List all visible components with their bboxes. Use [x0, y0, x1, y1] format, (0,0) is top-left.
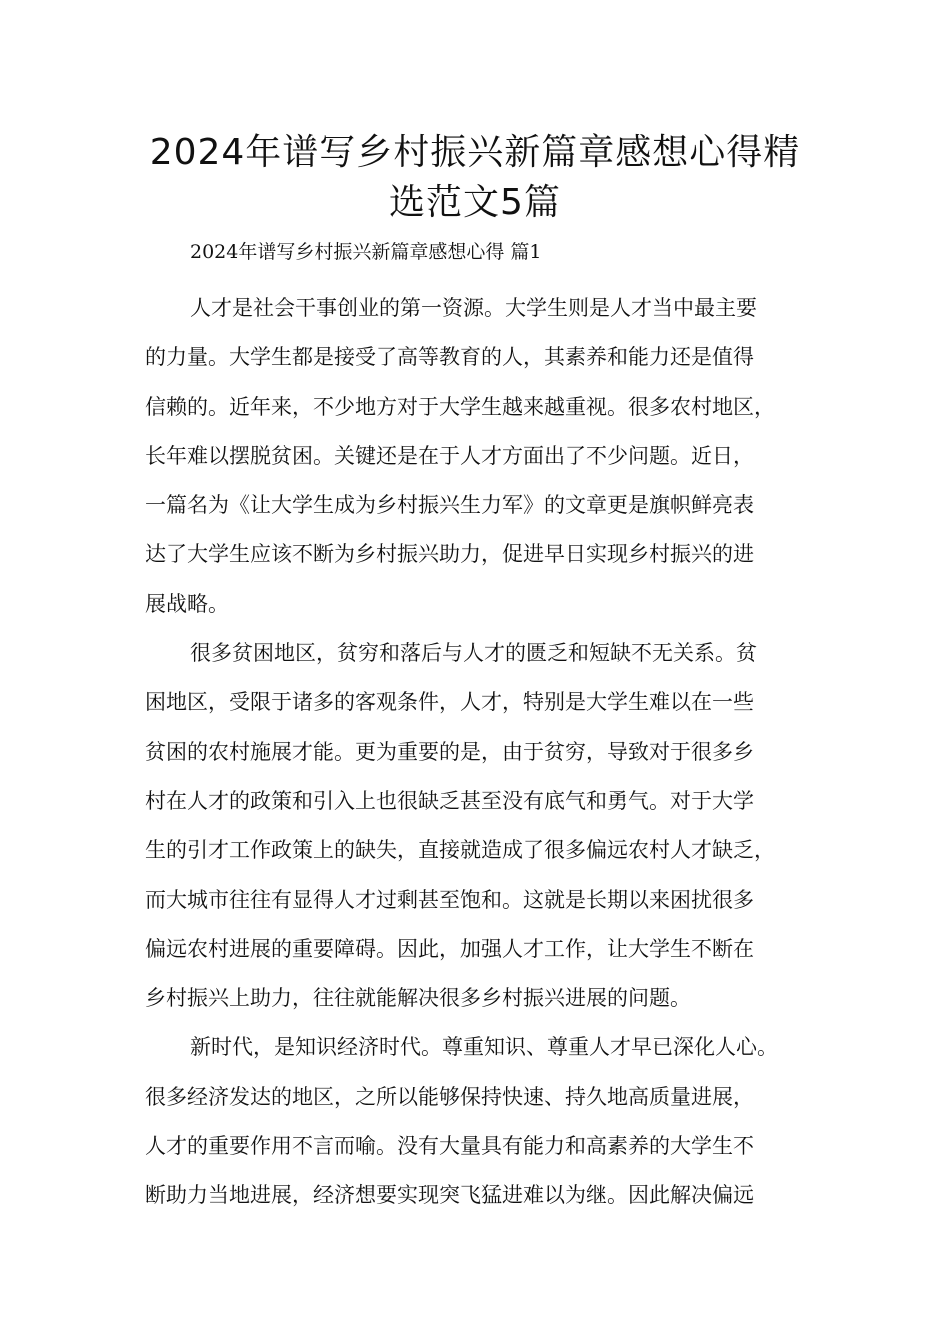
paragraph-line: 人才的重要作用不言而喻。没有大量具有能力和高素养的大学生不	[145, 1134, 754, 1159]
paragraph-line: 很多经济发达的地区，之所以能够保持快速、持久地高质量进展，	[145, 1084, 754, 1109]
paragraph-line: 而大城市往往有显得人才过剩甚至饱和。这就是长期以来困扰很多	[145, 887, 754, 912]
paragraph-line: 断助力当地进展，经济想要实现突飞猛进难以为继。因此解决偏远	[145, 1183, 754, 1208]
paragraph-line: 乡村振兴上助力，往往就能解决很多乡村振兴进展的问题。	[145, 986, 691, 1011]
paragraph-line: 困地区，受限于诸多的客观条件，人才，特别是大学生难以在一些	[145, 690, 754, 715]
paragraph-line: 的力量。大学生都是接受了高等教育的人，其素养和能力还是值得	[145, 345, 754, 370]
paragraph-line: 人才是社会干事创业的第一资源。大学生则是人才当中最主要	[190, 296, 757, 320]
paragraph-line: 村在人才的政策和引入上也很缺乏甚至没有底气和勇气。对于大学	[145, 788, 754, 813]
document-title-line: 2024年谱写乡村振兴新篇章感想心得精	[149, 132, 801, 173]
document-title	[120, 128, 830, 228]
section-heading: 2024年谱写乡村振兴新篇章感想心得 篇1	[190, 241, 542, 263]
document-body	[145, 284, 815, 1221]
paragraph-line: 偏远农村进展的重要障碍。因此，加强人才工作，让大学生不断在	[145, 936, 754, 961]
paragraph-line: 贫困的农村施展才能。更为重要的是，由于贫穷，导致对于很多乡	[145, 739, 754, 764]
document-title-line: 选范文5篇	[389, 182, 561, 223]
paragraph	[145, 1023, 815, 1220]
paragraph-line: 展战略。	[145, 591, 229, 616]
paragraph-line: 生的引才工作政策上的缺失，直接就造成了很多偏远农村人才缺乏，	[145, 838, 775, 863]
paragraph-line: 很多贫困地区，贫穷和落后与人才的匮乏和短缺不无关系。贫	[190, 641, 757, 666]
paragraph-line: 达了大学生应该不断为乡村振兴助力，促进早日实现乡村振兴的进	[145, 542, 754, 567]
paragraph-line: 长年难以摆脱贫困。关键还是在于人才方面出了不少问题。近日，	[145, 443, 754, 468]
paragraph	[145, 629, 815, 1023]
paragraph-line: 新时代，是知识经济时代。尊重知识、尊重人才早已深化人心。	[190, 1035, 778, 1060]
paragraph-line: 一篇名为《让大学生成为乡村振兴生力军》的文章更是旗帜鲜亮表	[145, 493, 754, 518]
paragraph	[145, 284, 815, 629]
paragraph-line: 信赖的。近年来，不少地方对于大学生越来越重视。很多农村地区，	[145, 394, 775, 419]
